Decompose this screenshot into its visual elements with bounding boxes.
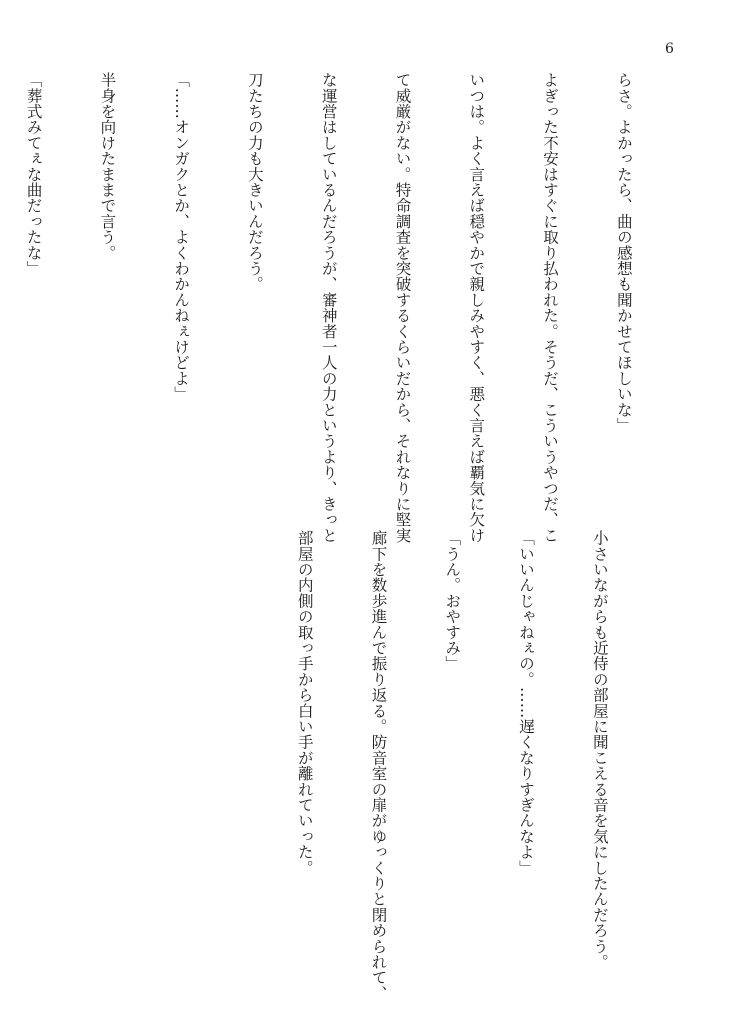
text-line: よぎった不安はすぐに取り払われた。そうだ、こういうやつだ、こ bbox=[541, 72, 560, 543]
text-line: な運営はしているんだろうが、審神者一人の力というより、きっと bbox=[319, 72, 338, 543]
page-number: 6 bbox=[665, 41, 674, 57]
text-line: 「うん。おやすみ」 bbox=[443, 530, 462, 672]
text-line: 「いいんじゃねぇの。……遅くなりすぎんなよ」 bbox=[517, 530, 536, 876]
text-line: て威厳がない。特命調査を突破するくらいだから、それなりに堅実 bbox=[393, 72, 412, 543]
text-line: 部屋の内側の取っ手から白い手が離れていった。 bbox=[295, 530, 314, 876]
text-line: 「葬式みてぇな曲だったな」 bbox=[24, 72, 43, 277]
upper-text-block bbox=[0, 72, 685, 543]
text-line: らさ。よかったら、曲の感想も聞かせてほしいな」 bbox=[614, 72, 633, 434]
text-line: 刀たちの力も大きいんだろう。 bbox=[245, 72, 264, 292]
text-line: 廊下を数歩進んで振り返る。防音室の扉がゆっくりと閉められて、 bbox=[369, 530, 388, 1001]
lower-text-block bbox=[268, 530, 662, 1000]
text-line: 「……オンガクとか、よくわかんねぇけどよ」 bbox=[172, 72, 191, 402]
text-line: 小さいながらも近侍の部屋に聞こえる音を気にしたんだろう。 bbox=[590, 530, 609, 970]
text-line: 半身を向けたままで言う。 bbox=[98, 72, 117, 261]
text-line: いつは。よく言えば穏やかで親しみやすく、悪く言えば覇気に欠け bbox=[467, 72, 486, 543]
